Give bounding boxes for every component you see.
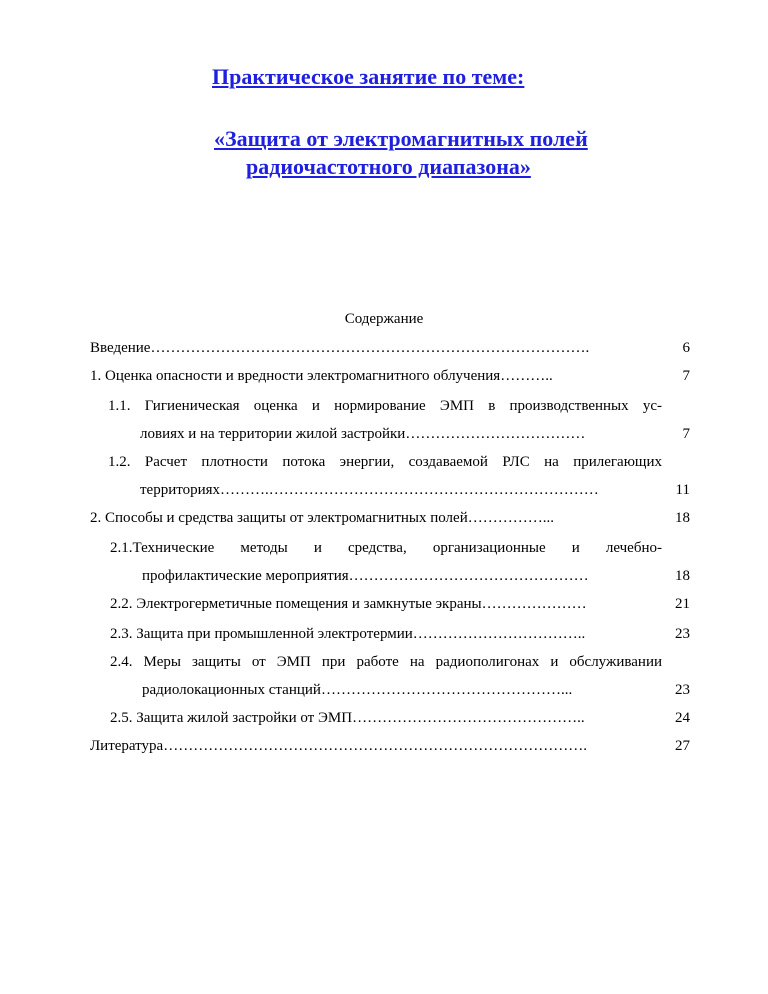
toc-entry-2[interactable] xyxy=(90,510,690,527)
toc-entry-text: 2.2. Электрогерметичные помещения и замкнутые экраны xyxy=(110,596,482,612)
toc-entry-dots: ……………………………… xyxy=(405,426,586,442)
toc-entry-2-2[interactable] xyxy=(110,596,690,613)
toc-entry-text: Литература xyxy=(90,738,164,754)
toc-entry-dots: ……………………………………………………………………………. xyxy=(150,340,590,356)
toc-entry-1-2[interactable] xyxy=(140,482,690,499)
toc-entry-2-5[interactable] xyxy=(110,710,690,727)
toc-heading: Содержание xyxy=(344,311,424,327)
toc-entry-text: ловиях и на территории жилой застройки xyxy=(140,426,406,442)
toc-entry-dots: ………………… xyxy=(481,596,587,612)
toc-entry-page: 11 xyxy=(675,482,690,498)
toc-entry-2-1[interactable] xyxy=(142,568,690,585)
toc-entry-page: 18 xyxy=(675,568,690,584)
toc-entry-2-4-line1[interactable]: 2.4. Меры защиты от ЭМП при работе на радиополигонах и обслуживании xyxy=(110,654,662,670)
toc-entry-text: радиолокационных станций xyxy=(142,682,321,698)
toc-entry-2-4[interactable] xyxy=(142,682,690,699)
toc-entry-page: 7 xyxy=(682,368,690,384)
toc-entry-page: 21 xyxy=(675,596,690,612)
toc-entry-page: 7 xyxy=(682,426,690,442)
toc-entry-page: 6 xyxy=(682,340,690,356)
toc-entry-page: 23 xyxy=(675,682,690,698)
toc-entry-dots: …………………………………………………………………………. xyxy=(163,738,587,754)
toc-entry-page: 18 xyxy=(675,510,690,526)
toc-entry-dots: …………………………………………... xyxy=(320,682,573,698)
toc-entry-text: 2.5. Защита жилой застройки от ЭМП xyxy=(110,710,353,726)
title-line-2: «Защита от электромагнитных полей xyxy=(214,126,588,151)
toc-entry-text: территориях xyxy=(140,482,221,498)
toc-entry-text: 2.3. Защита при промышленной электротермии xyxy=(110,626,413,642)
toc-entry-text: 1. Оценка опасности и вредности электромагнитного облучения xyxy=(90,368,501,384)
toc-entry-dots: ………………………………………… xyxy=(348,568,589,584)
toc-entry-text: 2. Способы и средства защиты от электромагнитных полей xyxy=(90,510,468,526)
toc-entry-1-2-line1[interactable]: 1.2. Расчет плотности потока энергии, создаваемой РЛС на прилегающих xyxy=(108,454,662,470)
toc-entry-dots: …………………………….. xyxy=(412,626,586,642)
toc-entry-page: 24 xyxy=(675,710,690,726)
toc-entry-text: Введение xyxy=(90,340,151,356)
toc-entry-2-3[interactable] xyxy=(110,626,690,643)
toc-entry-page: 27 xyxy=(675,738,690,754)
toc-entry-1[interactable] xyxy=(90,368,690,385)
title-line-3: радиочастотного диапазона» xyxy=(246,154,531,179)
toc-entry-intro[interactable] xyxy=(90,340,690,357)
toc-entry-dots: ……….………………………………………………………… xyxy=(220,482,599,498)
toc-entry-1-1-line1[interactable]: 1.1. Гигиеническая оценка и нормирование ЭМП в производственных ус- xyxy=(108,398,662,414)
toc-entry-dots: ……………... xyxy=(467,510,554,526)
toc-entry-dots: ……………………………………….. xyxy=(352,710,585,726)
toc-entry-literature[interactable] xyxy=(90,738,690,755)
toc-entry-2-1-line1[interactable]: 2.1.Технические методы и средства, организационные и лечебно- xyxy=(110,540,662,556)
toc-entry-dots: ……….. xyxy=(500,368,553,384)
toc-entry-1-1[interactable] xyxy=(140,426,690,443)
title-line-1: Практическое занятие по теме: xyxy=(212,64,525,89)
toc-entry-text: профилактические мероприятия xyxy=(142,568,349,584)
toc-entry-page: 23 xyxy=(675,626,690,642)
